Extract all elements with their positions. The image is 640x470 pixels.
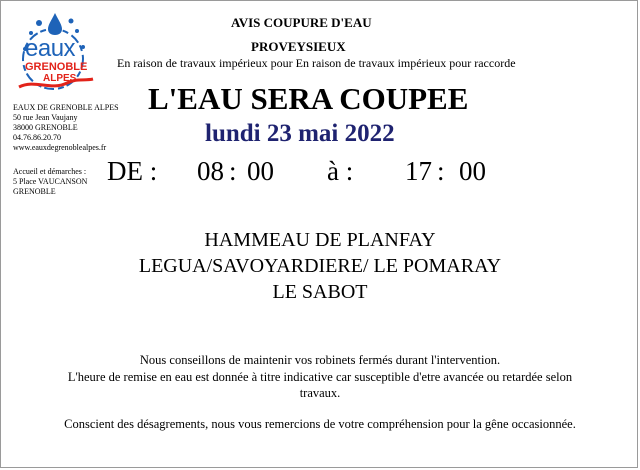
to-hour: 17 [405,156,432,186]
reception-city: GRENOBLE [13,187,56,196]
contact-street: 50 rue Jean Vaujany [13,113,78,122]
contact-phone: 04.76.86.20.70 [13,133,61,142]
reception-address: 5 Place VAUCANSON [13,177,88,186]
logo-eaux-text: eaux [25,35,76,62]
logo-grenoble-text: GRENOBLE [25,61,88,73]
from-hour: 08 [197,156,224,186]
from-separator: : [229,156,237,186]
contact-city: 38000 GRENOBLE [13,123,78,132]
to-minute: 00 [459,156,486,186]
to-separator: : [437,156,445,186]
commune-name: PROVEYSIEUX [251,39,346,54]
reception-label: Accueil et démarches : [13,167,87,176]
outage-date: lundi 23 mai 2022 [205,120,395,147]
reception-block [13,167,87,197]
location-line: LEGUA/SAVOYARDIERE/ LE POMARAY [138,255,502,277]
logo-alpes-text: ALPES [43,73,77,84]
notice-heading: AVIS COUPURE D'EAU [231,15,372,30]
reason-text: En raison de travaux impérieux pour En raison de travaux impérieux pour raccorde [117,56,516,70]
apology-message: Conscient des désagrements, nous vous remercions de votre compréhension pour la gêne occasionnée. [64,417,576,431]
contact-block [13,103,119,153]
contact-web: www.eauxdegrenoblealpes.fr [13,143,107,152]
location-line: HAMMEAU DE PLANFAY [204,229,436,251]
from-minute: 00 [247,156,274,186]
advice-message: Nous conseillons de maintenir vos robinets fermés durant l'intervention. [139,353,501,367]
indicative-message-line2: travaux. [299,386,341,400]
contact-org: EAUX DE GRENOBLE ALPES [13,103,119,112]
eaux-grenoble-alpes-logo [11,7,103,99]
indicative-message-line1: L'heure de remise en eau est donnée à titre indicative car susceptible d'etre avancée ou retardée selon [67,370,573,384]
from-label: DE : [107,156,158,186]
to-label: à : [327,156,354,186]
main-title: L'EAU SERA COUPEE [148,81,469,116]
location-line: LE SABOT [272,281,368,303]
